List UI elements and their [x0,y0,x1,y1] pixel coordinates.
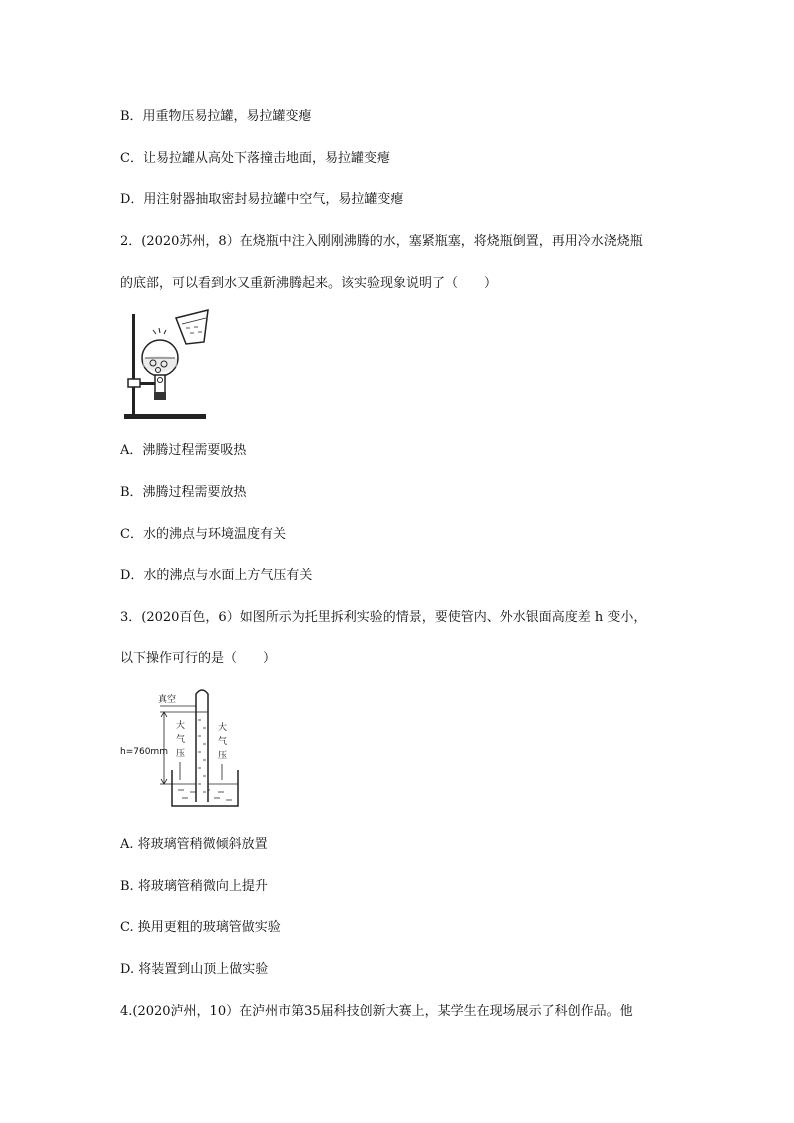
atm-left-1: 大 [176,721,186,731]
q2-option-d: D．水的沸点与水面上方气压有关 [120,568,313,583]
q3-option-b: B. 将玻璃管稍微向上提升 [120,879,268,894]
q3-option-a: A. 将玻璃管稍微倾斜放置 [120,837,268,852]
q2-option-b: B．沸腾过程需要放热 [120,485,247,500]
flask-figure [120,306,220,426]
option-b: B．用重物压易拉罐，易拉罐变瘪 [120,109,312,124]
q3-option-c: C. 换用更粗的玻璃管做实验 [120,920,281,935]
q2-option-a: A．沸腾过程需要吸热 [120,443,247,458]
atm-left-2: 气 [176,735,186,745]
q2-stem-line1: 2．(2020苏州，8）在烧瓶中注入刚刚沸腾的水，塞紧瓶塞，将烧瓶倒置，再用冷水浇烧瓶 [120,234,643,249]
atm-right-2: 气 [218,737,228,747]
q4-stem-line1: 4.(2020泸州，10）在泸州市第35届科技创新大赛上，某学生在现场展示了科创作品。他 [120,1004,633,1019]
q3-stem-line2: 以下操作可行的是（ ） [120,651,277,666]
torricelli-figure [120,684,250,810]
q3-stem-line1: 3．(2020百色，6）如图所示为托里拆利实验的情景，要使管内、外水银面高度差 h 变小， [120,610,647,625]
option-c: C．让易拉罐从高处下落撞击地面，易拉罐变瘪 [120,151,390,166]
vacuum-label: 真空 [158,695,177,705]
q2-option-c: C．水的沸点与环境温度有关 [120,527,286,542]
q3-option-d: D. 将装置到山顶上做实验 [120,962,269,977]
option-d: D．用注射器抽取密封易拉罐中空气，易拉罐变瘪 [120,192,404,207]
atm-left-3: 压 [176,749,186,759]
atm-right-1: 大 [218,723,228,733]
q2-stem-line2: 的底部，可以看到水又重新沸腾起来。该实验现象说明了（ ） [120,276,498,291]
height-label: h=760mm [120,747,168,757]
atm-right-3: 压 [218,751,228,761]
